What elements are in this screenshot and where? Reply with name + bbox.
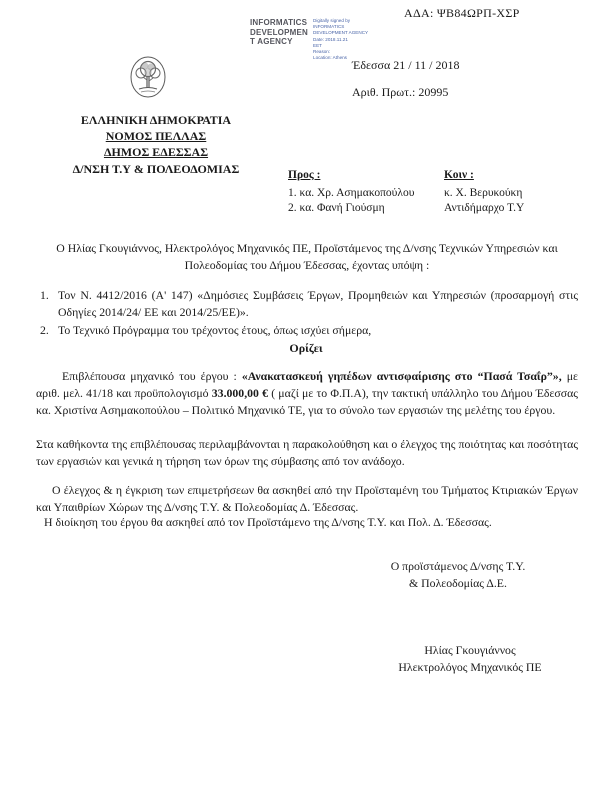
tree-emblem-icon	[126, 54, 170, 100]
list-item: 2. Το Τεχνικό Πρόγραμμα του τρέχοντος έτους, όπως ισχύει σήμερα,	[40, 323, 372, 338]
appointment-paragraph: Επιβλέπουσα μηχανικό του έργου : «Ανακατασκευή γηπέδων αντισφαίρισης στο “Πασά Τσαΐρ”», με αριθ. μελ. 41/18 και προϋπολογισμό 33.000,00 € ( μαζί με το Φ.Π.Α), την τακτική υπάλληλο του Δήμου Έδεσσας κα. Χριστίνα Ασημακοπούλου – Πολιτικό Μηχανικό ΤΕ, για το σύνολο των εργασιών της μελέτης του έργου.	[36, 369, 578, 417]
stamp-detail-text: Digitally signed by INFORMATICS DEVELOPMENT AGENCY Date: 2018.11.21 EET Reason: Location: Athens	[313, 18, 369, 61]
decides-heading: Ορίζει	[289, 341, 323, 355]
signatory-title-block: Ο προϊστάμενος Δ/νσης Τ.Υ. & Πολεοδομίας Δ.Ε.	[390, 559, 526, 590]
letterhead-directorate: Δ/ΝΣΗ Τ.Υ & ΠΟΛΕΟΔΟΜΙΑΣ	[72, 161, 240, 176]
city-date: Έδεσσα 21 / 11 / 2018	[352, 58, 460, 72]
intro-paragraph: Ο Ηλίας Γκουγιάννος, Ηλεκτρολόγος Μηχανικός ΠΕ, Προϊστάμενος της Δ/νσης Τεχνικών Υπηρεσιών και Πολεοδομίας του Δήμου Έδεσσας, έχοντας υπόψη :	[56, 241, 558, 273]
cc-label: Κοιν :	[444, 169, 474, 181]
letterhead-country: ΕΛΛΗΝΙΚΗ ΔΗΜΟΚΡΑΤΙΑ	[80, 113, 232, 127]
signatory-name: Ηλίας Γκουγιάννος	[424, 643, 516, 657]
budget-amount: 33.000,00 €	[211, 385, 269, 400]
recipients-block	[288, 168, 588, 217]
to-label: Προς :	[288, 169, 321, 181]
signatory-name-block	[370, 642, 570, 675]
administration-paragraph: Η διοίκηση του έργου θα ασκηθεί από τον Προϊστάμενο της Δ/νσης Τ.Υ. και Πολ. Δ. Έδεσσας.	[44, 515, 492, 529]
ada-code: ΑΔΑ: ΨΒ84ΩΡΠ-ΧΣΡ	[404, 6, 520, 20]
digital-signature-stamp	[250, 18, 410, 61]
stamp-agency-text: INFORMATICS DEVELOPMEN T AGENCY	[250, 18, 309, 47]
letterhead-municipality: ΔΗΜΟΣ ΕΔΕΣΣΑΣ	[103, 145, 209, 160]
list-item: 1. Τον Ν. 4412/2016 (Α' 147) «Δημόσιες Συμβάσεις Έργων, Προμηθειών και Υπηρεσιών (προσαρμογή στις Οδηγίες 2014/24/ ΕΕ και 2014/25/ΕΕ)».	[40, 288, 578, 319]
duties-paragraph: Στα καθήκοντα της επιβλέπουσας περιλαμβάνονται η παρακολούθηση και ο έλεγχος της ποιότητας και ποσότητας των εργασιών και γενικά η τήρηση των όρων της σύμβασης από τον ανάδοχο.	[36, 437, 578, 468]
municipality-logo	[126, 54, 170, 100]
to-recipient-1: 1. κα. Χρ. Ασημακοπούλου	[288, 186, 415, 199]
cc-recipient-2: Αντιδήμαρχο Τ.Υ	[444, 202, 525, 215]
approval-paragraph: Ο έλεγχος & η έγκριση των επιμετρήσεων θα ασκηθεί από την Προϊσταμένη του Τμήματος Κτιριακών Έργων και Υπαιθρίων Χώρων της Δ/νσης Τ.Υ. & Πολεοδομίας Δ. Έδεσσας.	[36, 483, 578, 514]
to-recipient-2: 2. κα. Φανή Γιούσμη	[288, 202, 385, 215]
protocol-number: Αριθ. Πρωτ.: 20995	[352, 85, 449, 99]
signatory-role: Ηλεκτρολόγος Μηχανικός ΠΕ	[398, 659, 542, 674]
legal-references-list	[40, 287, 578, 341]
cc-recipient-1: κ. Χ. Βερυκούκη	[444, 186, 523, 199]
letterhead-prefecture: ΝΟΜΟΣ ΠΕΛΛΑΣ	[105, 129, 207, 144]
project-title: «Ανακατασκευή γηπέδων αντισφαίρισης στο “Πασά Τσαΐρ”»,	[241, 369, 562, 383]
letterhead	[28, 112, 284, 177]
